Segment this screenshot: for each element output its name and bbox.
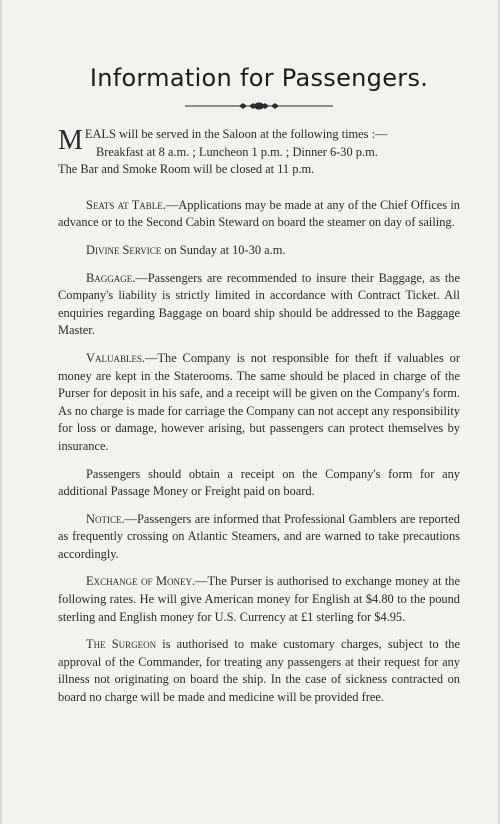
- baggage-text: —Passengers are recommended to insure their Baggage, as the Company's liability is strictly limited in accordance with Contract Ticket. All enquiries regarding Baggage on board ship should be addressed to the Baggage Master.: [58, 270, 460, 338]
- surgeon-text: is authorised to make customary charges, subject to the approval of the Commander, for treating any passengers at their request for any illness not originating on board the ship. In the case of sickness contracted on board no charge will be made and medicine will be provided free.: [58, 637, 460, 705]
- valuables-paragraph: [58, 350, 460, 456]
- meals-line-1: EALS will be served in the Saloon at the following times :—: [84, 127, 388, 141]
- baggage-heading: Baggage.: [86, 270, 136, 285]
- surgeon-paragraph: [58, 636, 460, 706]
- divine-service-paragraph: [58, 242, 460, 260]
- valuables-text: —The Company is not responsible for theft if valuables or money are kept in the Staterooms. The same should be placed in charge of the Purser for deposit in his safe, and a receipt will be given on the Company's form. As no charge is made for carriage the Company can not accept any responsibility for loss or damage, however arising, but passengers can protect themselves by insurance.: [58, 350, 460, 453]
- surgeon-heading: The Surgeon: [86, 637, 157, 652]
- divine-service-heading: Divine Service: [86, 242, 162, 257]
- page-edge-left: [0, 0, 2, 824]
- page-title: Information for Passengers.: [89, 64, 429, 92]
- meals-section: [58, 126, 460, 179]
- notice-paragraph: [58, 511, 460, 564]
- meals-line-3: The Bar and Smoke Room will be closed at 11 p.m.: [58, 162, 315, 177]
- valuables-heading: Valuables.: [86, 350, 146, 365]
- seats-text: —Applications may be made at any of the Chief Offices in advance or to the Second Cabin Steward on board the steamer on day of sailing.: [58, 197, 460, 230]
- exchange-paragraph: [58, 573, 460, 626]
- notice-heading: Notice.: [86, 511, 125, 526]
- receipt-text: Passengers should obtain a receipt on the Company's form for any additional Passage Money or Freight paid on board.: [58, 466, 460, 499]
- seats-heading: Seats at Table.: [86, 197, 166, 212]
- exchange-text: —The Purser is authorised to exchange money at the following rates. He will give American money for English at $4.80 to the pound sterling and English money for U.S. Currency at £1 sterling for $4.95.: [58, 574, 460, 624]
- divine-service-text: on Sunday at 10-30 a.m.: [161, 242, 286, 257]
- ornamental-divider: [185, 100, 333, 112]
- meals-line-2: Breakfast at 8 a.m. ; Luncheon 1 p.m. ; Dinner 6-30 p.m.: [96, 144, 378, 159]
- baggage-paragraph: [58, 270, 460, 340]
- notice-text: —Passengers are informed that Professional Gamblers are reported as frequently crossing on Atlantic Steamers, and are warned to take precautions accordingly.: [58, 511, 460, 561]
- drop-cap: M: [58, 125, 83, 156]
- seats-paragraph: [58, 197, 460, 232]
- exchange-heading: Exchange of Money.: [86, 574, 196, 589]
- receipt-paragraph: [58, 466, 460, 501]
